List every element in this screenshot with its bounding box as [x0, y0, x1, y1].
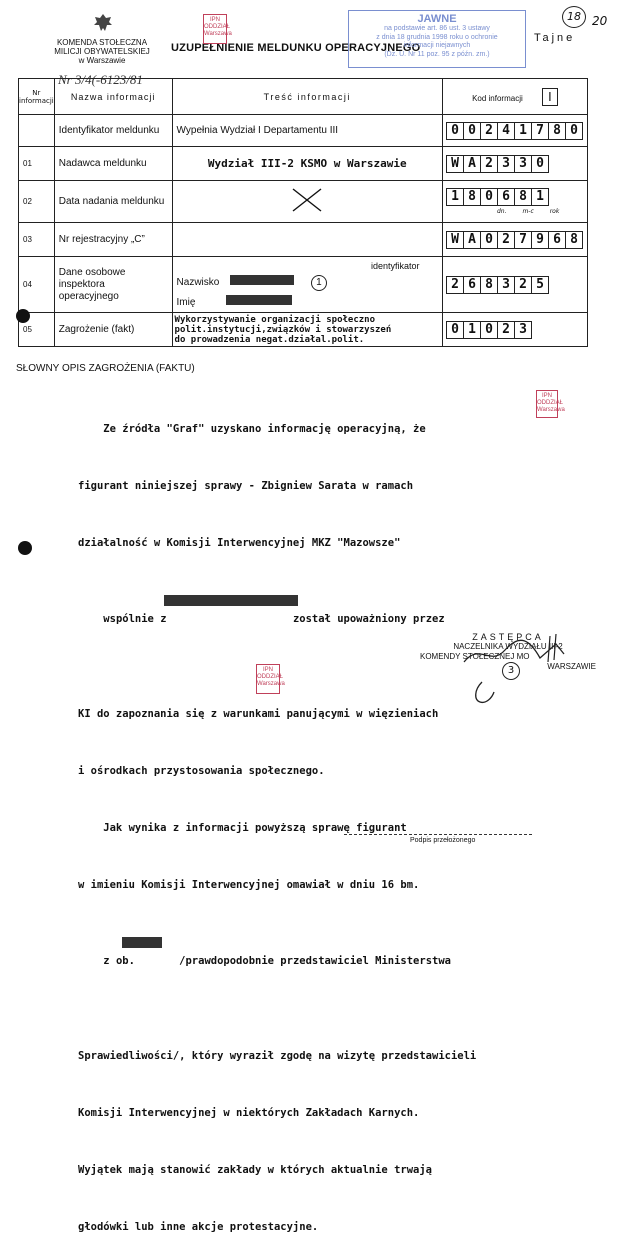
redacted-name-2 [122, 937, 162, 948]
code-digit-box: 1 [463, 321, 481, 339]
row-nr: 02 [19, 181, 55, 223]
row-name: Data nadania meldunku [54, 181, 172, 223]
date-label-month: m-c [522, 208, 534, 215]
row-content: Wypełnia Wydział I Departamentu III [172, 115, 442, 147]
table-row [19, 115, 588, 147]
code-digit-box: 0 [463, 122, 481, 140]
code-type-box: I [542, 88, 558, 106]
code-digit-box: 0 [480, 231, 498, 249]
code-digit-box: 7 [531, 122, 549, 140]
circled-mark-1 [311, 275, 327, 291]
punch-hole-top [16, 309, 30, 323]
ipn-stamp-top [203, 14, 232, 44]
row-content [172, 313, 442, 347]
header-content-cell [172, 79, 442, 115]
stamp-jawne: JAWNE [417, 13, 457, 25]
ipn-stamp-line-1: IPN [262, 667, 273, 673]
code-boxes [447, 321, 532, 339]
body-line: głodówki lub inne akcje protestacyjne. [78, 1221, 319, 1233]
ipn-stamp-line-1: IPN [209, 17, 220, 23]
surname-label: Nazwisko [176, 276, 220, 288]
stamp-line-3: z dnia 18 grudnia 1998 roku o ochronie [376, 33, 498, 41]
code-digit-box: 0 [480, 321, 498, 339]
body-line: działalność w Komisji Interwencyjnej MKZ "Mazowsze" [78, 537, 401, 549]
header-code-label: Kod informacji [472, 93, 523, 103]
code-digit-box: 2 [480, 155, 498, 173]
table-row [19, 313, 588, 347]
redacted-name-1 [164, 595, 298, 606]
org-line-2: MILICJI OBYWATELSKIEJ [54, 47, 150, 56]
signature-line-3: KOMENDY STOŁECZNEJ MO [420, 652, 530, 661]
code-digit-box: 8 [463, 188, 481, 206]
row-code [443, 181, 588, 223]
body-line: i ośrodkach przystosowania społecznego. [78, 765, 325, 777]
row-nr: 04 [19, 257, 55, 313]
code-digit-box: 1 [446, 188, 464, 206]
threat-line-1: Wykorzystywanie organizacji społeczno [174, 314, 376, 325]
org-line-3: w Warszawie [78, 56, 126, 65]
row-nr [19, 115, 55, 147]
body-line: Jak wynika z informacji powyższą sprawę figurant [78, 822, 407, 834]
declassification-stamp [348, 10, 526, 68]
signature-rule [344, 834, 532, 835]
table-row [19, 181, 588, 223]
page-number: 20 [592, 14, 608, 28]
row-nr: 01 [19, 147, 55, 181]
ipn-stamp-line-3: Warszawa [257, 681, 285, 687]
stamp-line-5: (Dz. U. Nr 11 poz. 95 z późn. zm.) [384, 50, 490, 58]
code-digit-box: 8 [548, 122, 566, 140]
code-digit-box: 3 [497, 155, 515, 173]
code-digit-box: A [463, 231, 481, 249]
section-title: SŁOWNY OPIS ZAGROŻENIA (FAKTU) [16, 363, 195, 374]
code-boxes [447, 276, 549, 294]
row-nr: 03 [19, 223, 55, 257]
date-label-year: rok [549, 208, 560, 215]
date-code-labels [497, 208, 583, 215]
code-digit-box: 5 [531, 276, 549, 294]
signature-line-4: WARSZAWIE [547, 662, 596, 671]
cross-mark-icon [291, 187, 323, 213]
circled-mark-3-text: 3 [507, 665, 515, 676]
row-content [172, 181, 442, 223]
date-label-day: dn. [497, 208, 507, 215]
eagle-crest-icon [92, 12, 114, 34]
code-digit-box: 1 [531, 188, 549, 206]
body-line [78, 591, 476, 667]
code-digit-box: 3 [497, 276, 515, 294]
page-number-circled-text: 18 [567, 10, 581, 23]
code-digit-box: 8 [514, 188, 532, 206]
table-header-row [19, 79, 588, 115]
body-line-text: z ob. /prawdopodobnie przedstawiciel Ministerstwa [103, 955, 451, 967]
row-content [172, 223, 442, 257]
signature-caption: Podpis przełożonego [410, 837, 476, 844]
org-header [36, 38, 168, 65]
code-digit-box: 0 [565, 122, 583, 140]
signature-line-1: ZASTĘPCA [472, 632, 544, 642]
code-digit-box: 0 [531, 155, 549, 173]
header-nr-cell [19, 79, 55, 115]
code-boxes [447, 155, 549, 173]
signature-line-2: NACZELNIKA WYDZIAŁU III-2 [453, 642, 563, 651]
ipn-stamp-line-2: ODDZIAŁ [257, 674, 284, 680]
row-name: Nadawca meldunku [54, 147, 172, 181]
stamp-line-2: na podstawie art. 86 ust. 3 ustawy [384, 25, 490, 32]
code-digit-box: A [463, 155, 481, 173]
ipn-stamp-right [536, 390, 565, 418]
body-line: w imieniu Komisji Interwencyjnej omawiał w dniu 16 bm. [78, 879, 420, 891]
stamp-line-4: informacji niejawnych [403, 42, 471, 49]
table-row [19, 257, 588, 313]
threat-description [78, 382, 476, 1256]
page-title: UZUPEŁNIENIE MELDUNKU OPERACYJNEGO [171, 42, 421, 54]
code-digit-box: 3 [514, 155, 532, 173]
header-content-label: Treść informacji [263, 91, 351, 102]
threat-line-3: do prowadzenia negat.działal.polit. [174, 334, 365, 345]
code-digit-box: 4 [497, 122, 515, 140]
row-content: Wydział III-2 KSMO w Warszawie [172, 147, 442, 181]
row-code [371, 257, 588, 313]
ipn-stamp-line-3: Warszawa [204, 31, 232, 37]
code-digit-box: 2 [446, 276, 464, 294]
page-number-circled [562, 6, 586, 28]
redacted-firstname [226, 295, 292, 305]
circled-mark-3 [502, 662, 520, 680]
body-line-text: wspólnie z został upoważniony przez [103, 613, 445, 625]
ipn-stamp-line-1: IPN [541, 393, 552, 399]
code-boxes [447, 122, 583, 140]
table-row [19, 147, 588, 181]
row-name: Zagrożenie (fakt) [54, 313, 172, 347]
code-boxes [447, 188, 549, 206]
code-digit-box: W [446, 231, 464, 249]
row-code [443, 223, 588, 257]
row-code [443, 115, 588, 147]
ipn-stamp-line-2: ODDZIAŁ [204, 24, 231, 30]
header-code-cell [443, 79, 588, 115]
code-digit-box: 6 [463, 276, 481, 294]
document-number: Nr 3/4(-6123/81 [58, 72, 143, 87]
code-digit-box: 0 [446, 321, 464, 339]
firstname-label: Imię [176, 296, 196, 308]
header-name-cell [54, 79, 172, 115]
report-form-table [18, 78, 588, 347]
code-digit-box: 2 [514, 276, 532, 294]
header-nr-label: Nr informacji [19, 88, 54, 105]
header-name-label: Nazwa informacji [70, 91, 156, 102]
surname-line [177, 275, 438, 291]
punch-hole-middle [18, 541, 32, 555]
redacted-surname [230, 275, 294, 285]
code-boxes [447, 231, 583, 249]
code-digit-box: 1 [514, 122, 532, 140]
row-code [443, 313, 588, 347]
body-line: KI do zapoznania się z warunkami panującymi w więzieniach [78, 708, 439, 720]
body-line: Komisji Interwencyjnej w niektórych Zakładach Karnych. [78, 1107, 420, 1119]
code-digit-box: 2 [497, 321, 515, 339]
code-digit-box: 9 [531, 231, 549, 249]
body-line: figurant niniejszej sprawy - Zbigniew Sarata w ramach [78, 480, 414, 492]
row-nr: 05 [19, 313, 55, 347]
circled-mark-1-text: 1 [316, 276, 322, 288]
handwritten-initial-icon [470, 680, 500, 706]
classification-label: Tajne [534, 32, 576, 44]
body-line: Sprawiedliwości/, który wyraził zgodę na wizytę przedstawicieli [78, 1050, 477, 1062]
ipn-stamp-line-2: ODDZIAŁ [537, 400, 564, 406]
code-digit-box: 0 [446, 122, 464, 140]
ipn-stamp-line-3: Warszawa [537, 407, 565, 413]
code-digit-box: 0 [480, 188, 498, 206]
code-digit-box: 8 [480, 276, 498, 294]
row-name: Identyfikator meldunku [54, 115, 172, 147]
table-row [19, 223, 588, 257]
row-code [443, 147, 588, 181]
code-digit-box: 2 [497, 231, 515, 249]
body-line [78, 933, 476, 1009]
firstname-line [177, 295, 438, 309]
body-line: Ze źródła "Graf" uzyskano informację operacyjną, że [78, 423, 426, 435]
code-digit-box: 6 [497, 188, 515, 206]
code-digit-box: 8 [565, 231, 583, 249]
code-digit-box: 2 [480, 122, 498, 140]
code-digit-box: 3 [514, 321, 532, 339]
body-line: Wyjątek mają stanowić zakłady w których aktualnie trwają [78, 1164, 433, 1176]
ipn-stamp-bottom [256, 664, 285, 694]
code-digit-box: 6 [548, 231, 566, 249]
row-name: Dane osobowe inspektora operacyjnego [54, 257, 172, 313]
identifier-label: identyfikator [371, 261, 420, 271]
code-digit-box: 7 [514, 231, 532, 249]
threat-line-2: polit.instytucji,związków i stowarzyszeń [174, 324, 392, 335]
code-digit-box: W [446, 155, 464, 173]
row-name: Nr rejestracyjny „C” [54, 223, 172, 257]
org-line-1: KOMENDA STOŁECZNA [56, 38, 148, 47]
